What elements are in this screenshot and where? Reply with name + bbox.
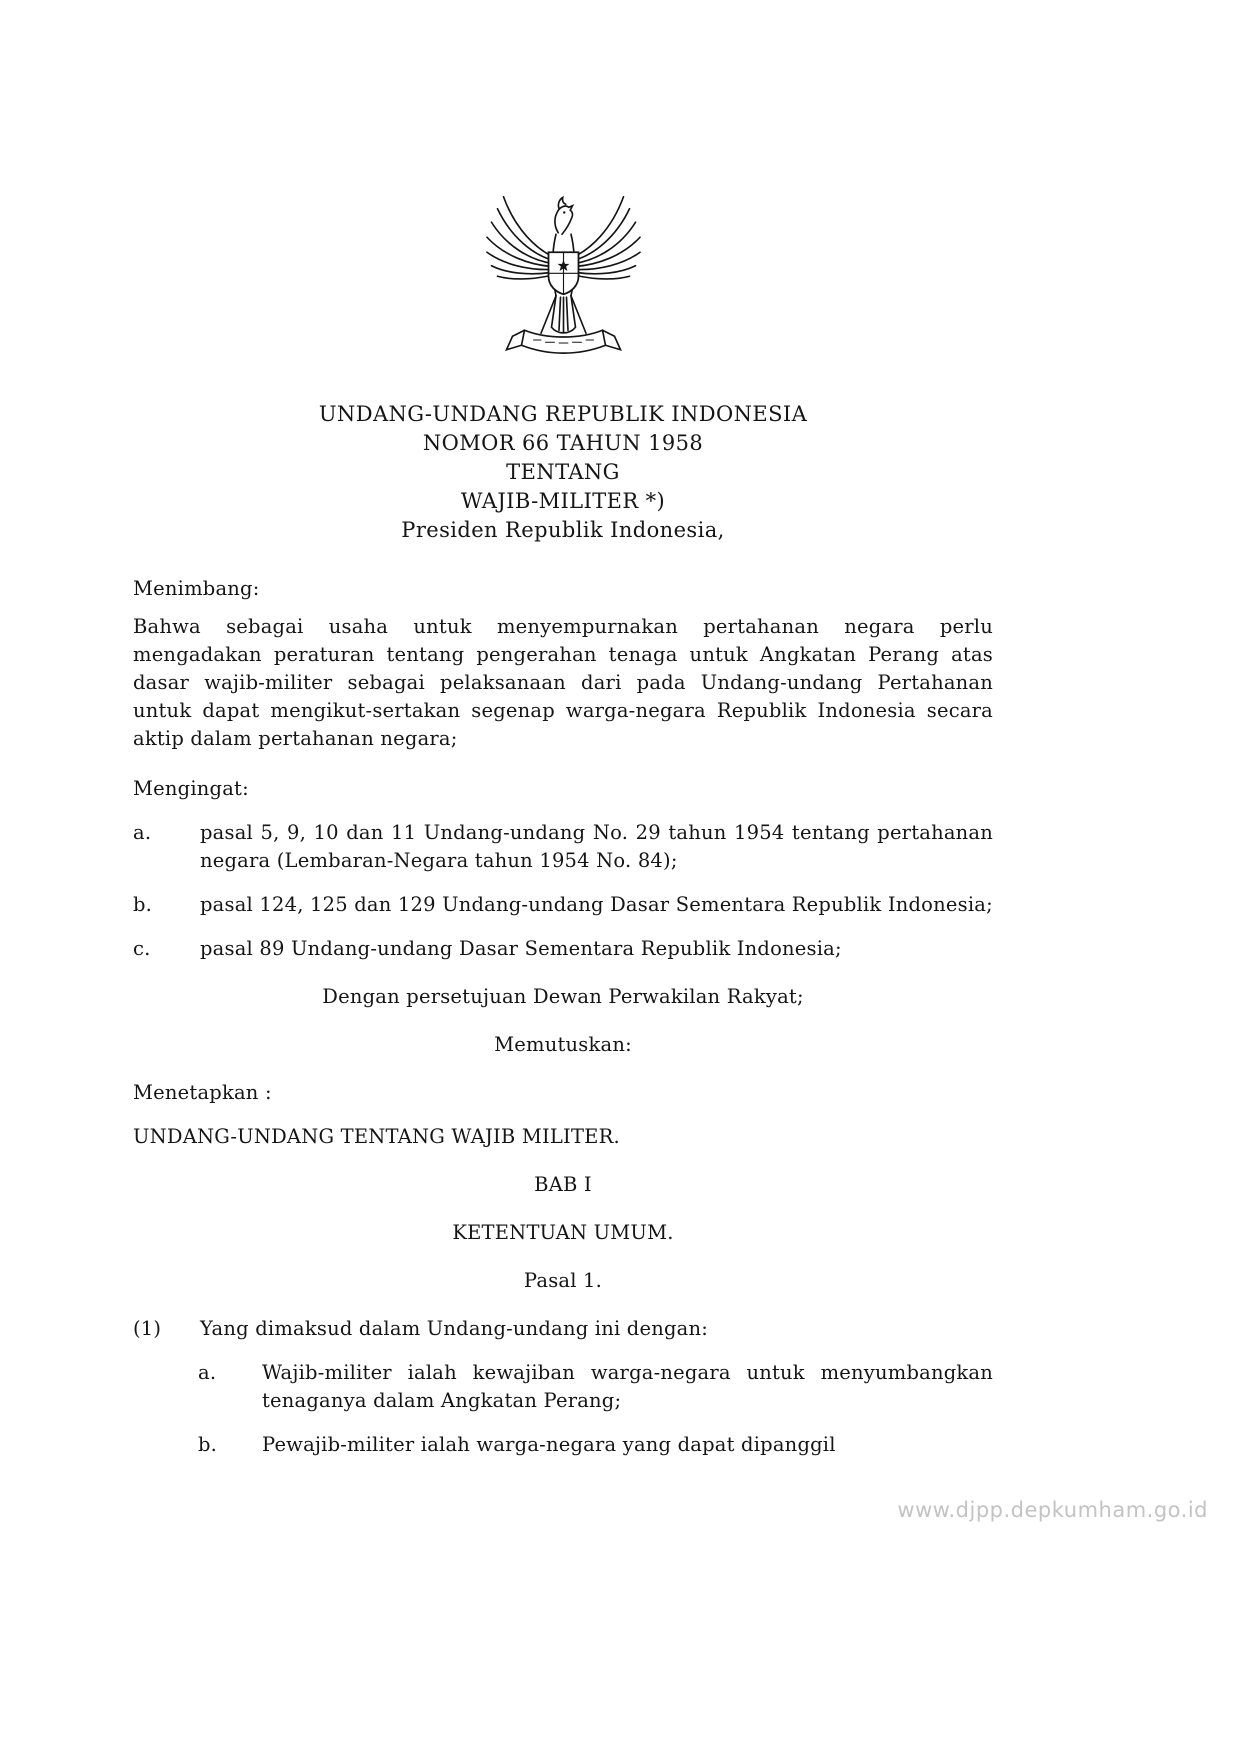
pasal-sub-item-marker: b. [198, 1433, 218, 1456]
pasal-sub-item [198, 1359, 993, 1415]
list-item-marker: a. [133, 821, 152, 844]
menimbang-paragraph: Bahwa sebagai usaha untuk menyempurnakan pertahanan negara perlu mengadakan peraturan tentang pengerahan tenaga untuk Angkatan Perang atas dasar wajib-militer sebagai pelaksanaan dari pada Undang-undang Pertahanan untuk dapat mengikut-sertakan segenap warga-negara Republik Indonesia secara aktip dalam pertahanan negara; [133, 615, 993, 750]
pasal-item-marker: (1) [133, 1317, 162, 1340]
menetapkan-label: Menetapkan : [133, 1081, 272, 1104]
pasal-heading: Pasal 1. [523, 1269, 603, 1292]
document-content [133, 0, 993, 1459]
list-item-text: pasal 124, 125 dan 129 Undang-undang Dasar Sementara Republik Indonesia; [200, 893, 993, 916]
list-item-text: pasal 5, 9, 10 dan 11 Undang-undang No. 29 tahun 1954 tentang pertahanan negara (Lembaran-Negara tahun 1954 No. 84); [200, 821, 993, 872]
list-item-marker: b. [133, 893, 153, 916]
list-item-text: pasal 89 Undang-undang Dasar Sementara Republik Indonesia; [200, 937, 842, 960]
pasal-sub-item-text: Wajib-militer ialah kewajiban warga-negara untuk menyumbangkan tenaganya dalam Angkatan Perang; [262, 1361, 993, 1412]
title-line-1: UNDANG-UNDANG REPUBLIK INDONESIA [318, 402, 808, 426]
bab-title: KETENTUAN UMUM. [452, 1221, 674, 1244]
title-line-5: Presiden Republik Indonesia, [401, 518, 725, 542]
list-item [133, 819, 993, 875]
garuda-pancasila-emblem-icon [481, 186, 646, 374]
pasal-item-text: Yang dimaksud dalam Undang-undang ini dengan: [200, 1317, 709, 1340]
pasal-item [133, 1315, 993, 1343]
list-item-marker: c. [133, 937, 151, 960]
memutuskan-line: Memutuskan: [494, 1033, 632, 1056]
pasal-sub-item-text: Pewajib-militer ialah warga-negara yang dapat dipanggil [262, 1433, 836, 1456]
title-line-4: WAJIB-MILITER *) [460, 489, 666, 513]
menimbang-label: Menimbang: [133, 577, 260, 600]
menetapkan-body: UNDANG-UNDANG TENTANG WAJIB MILITER. [133, 1125, 620, 1148]
persetujuan-line: Dengan persetujuan Dewan Perwakilan Rakyat; [322, 985, 804, 1008]
bab-number: BAB I [534, 1173, 592, 1196]
list-item [133, 935, 993, 963]
mengingat-label: Mengingat: [133, 777, 249, 800]
pasal-sub-item [198, 1431, 993, 1459]
title-line-3: TENTANG [506, 460, 620, 484]
title-line-2: NOMOR 66 TAHUN 1958 [422, 431, 704, 455]
document-title-block [133, 400, 993, 545]
pasal-sub-item-marker: a. [198, 1361, 217, 1384]
watermark-url: www.djpp.depkumham.go.id [897, 1498, 1208, 1522]
list-item [133, 891, 993, 919]
